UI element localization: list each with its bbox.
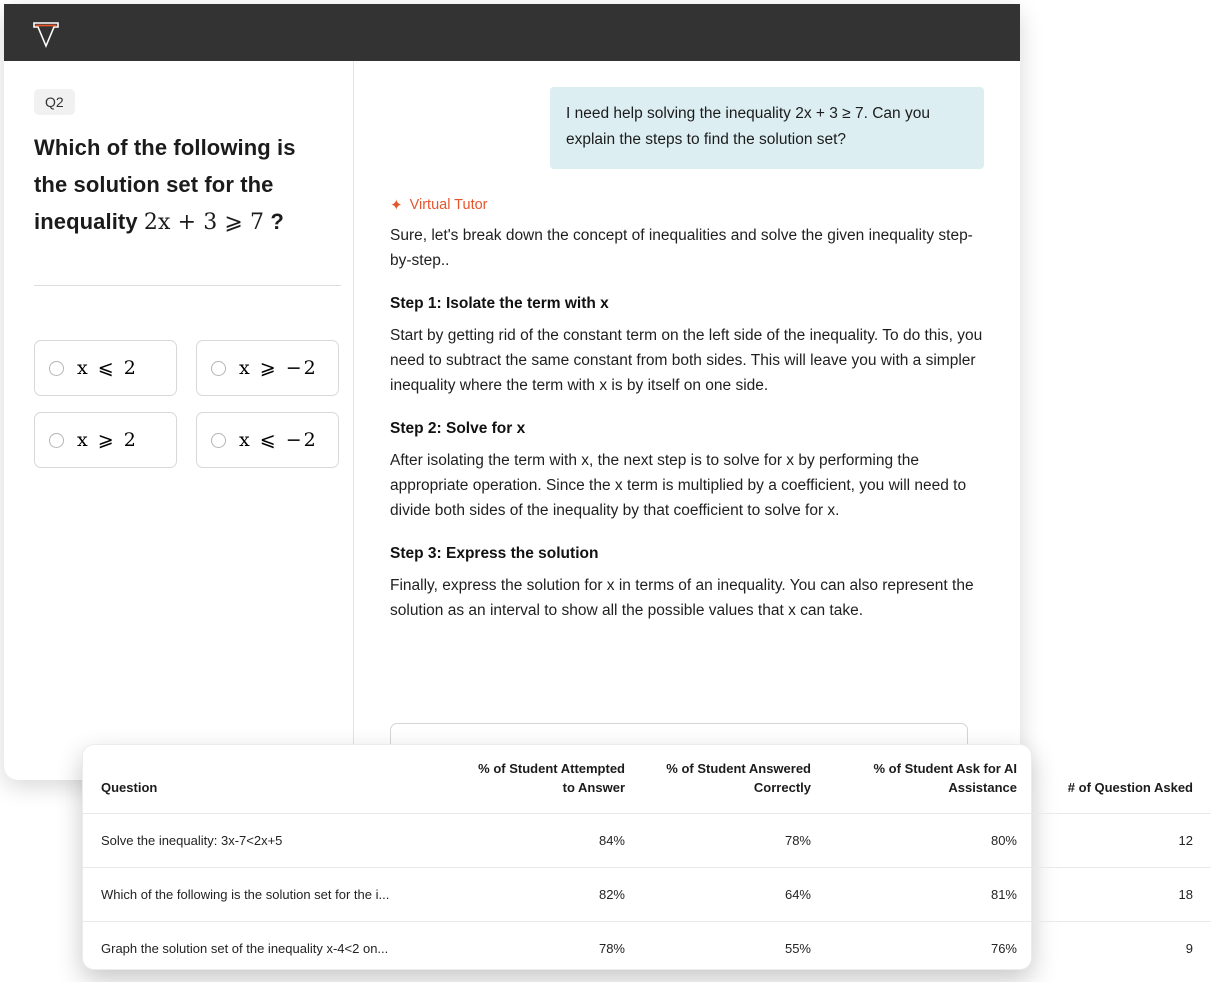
table-header-row	[83, 745, 1211, 814]
tutor-label: Virtual Tutor	[409, 197, 488, 213]
option-b-label: x ⩾ −2	[239, 357, 318, 379]
table-row[interactable]	[83, 868, 1211, 922]
step-1-body: Start by getting rid of the constant term on the left side of the inequality. To do this, you need to subtract the same constant from both sides. This will leave you with a simpler inequality where the term with x is by itself on one side.	[390, 327, 983, 394]
option-d[interactable]	[196, 412, 339, 468]
cell-attempted: 82%	[459, 868, 643, 922]
cell-question: Graph the solution set of the inequality x-4<2 on...	[83, 922, 459, 976]
column-header-ai-assistance[interactable]: % of Student Ask for AI Assistance	[873, 761, 1017, 795]
option-c-label: x ⩾ 2	[77, 429, 138, 451]
panel-divider	[34, 285, 341, 286]
title-bar	[4, 4, 1020, 61]
app-window	[4, 4, 1020, 780]
step-2-body: After isolating the term with x, the next step is to solve for x by performing the appropriate operation. Since the x term is multiplied by a coefficient, you will need to divide both sides of the inequality by that coefficient to solve for x.	[390, 452, 967, 519]
table-row[interactable]	[83, 922, 1211, 976]
cell-attempted: 84%	[459, 814, 643, 868]
step-3-title: Step 3: Express the solution	[390, 545, 599, 562]
cell-ai-assist: 81%	[829, 868, 1035, 922]
cell-question: Solve the inequality: 3x-7<2x+5	[83, 814, 459, 868]
cell-asked: 18	[1035, 868, 1211, 922]
question-prompt	[34, 129, 327, 241]
radio-icon[interactable]	[49, 361, 64, 376]
step-1-title: Step 1: Isolate the term with x	[390, 295, 609, 312]
cell-asked: 12	[1035, 814, 1211, 868]
option-a-label: x ⩽ 2	[77, 357, 138, 379]
table-row[interactable]	[83, 814, 1211, 868]
tutor-chat-panel	[354, 61, 1020, 780]
question-line-1: Which of the following is	[34, 135, 296, 160]
question-line-3-prefix: inequality	[34, 209, 138, 234]
cell-correct: 78%	[643, 814, 829, 868]
cell-asked: 9	[1035, 922, 1211, 976]
radio-icon[interactable]	[211, 361, 226, 376]
option-b[interactable]	[196, 340, 339, 396]
question-line-2: the solution set for the	[34, 172, 274, 197]
v-logo-icon	[28, 16, 64, 52]
column-header-attempted[interactable]: % of Student Attempted to Answer	[478, 761, 625, 795]
option-d-label: x ⩽ −2	[239, 429, 318, 451]
radio-icon[interactable]	[49, 433, 64, 448]
cell-correct: 55%	[643, 922, 829, 976]
option-a[interactable]	[34, 340, 177, 396]
cell-attempted: 78%	[459, 922, 643, 976]
tutor-response	[390, 223, 984, 623]
analytics-table-card	[82, 744, 1193, 970]
question-number-badge: Q2	[34, 89, 75, 115]
step-2-title: Step 2: Solve for x	[390, 420, 526, 437]
content-split	[4, 61, 1020, 780]
tutor-header	[390, 197, 984, 213]
answer-options	[34, 340, 327, 468]
column-header-question[interactable]: Question	[101, 780, 158, 795]
column-header-questions-asked[interactable]: # of Question Asked	[1067, 780, 1193, 795]
question-panel	[4, 61, 354, 780]
cell-ai-assist: 80%	[829, 814, 1035, 868]
option-c[interactable]	[34, 412, 177, 468]
question-line-3	[34, 203, 327, 241]
cell-correct: 64%	[643, 868, 829, 922]
question-suffix: ?	[270, 209, 284, 234]
step-3-body: Finally, express the solution for x in terms of an inequality. You can also represent the solution as an interval to show all the possible values that x can take.	[390, 577, 974, 619]
cell-ai-assist: 76%	[829, 922, 1035, 976]
question-math: 2x + 3 ⩾ 7	[143, 210, 265, 235]
radio-icon[interactable]	[211, 433, 226, 448]
sparkle-icon: ✦	[390, 196, 403, 214]
column-header-correct[interactable]: % of Student Answered Correctly	[666, 761, 811, 795]
user-message-bubble: I need help solving the inequality 2x + 3 ≥ 7. Can you explain the steps to find the solution set?	[550, 87, 984, 169]
cell-question: Which of the following is the solution set for the i...	[83, 868, 459, 922]
tutor-intro: Sure, let's break down the concept of inequalities and solve the given inequality step-by-step..	[390, 227, 973, 269]
analytics-table	[83, 745, 1211, 975]
